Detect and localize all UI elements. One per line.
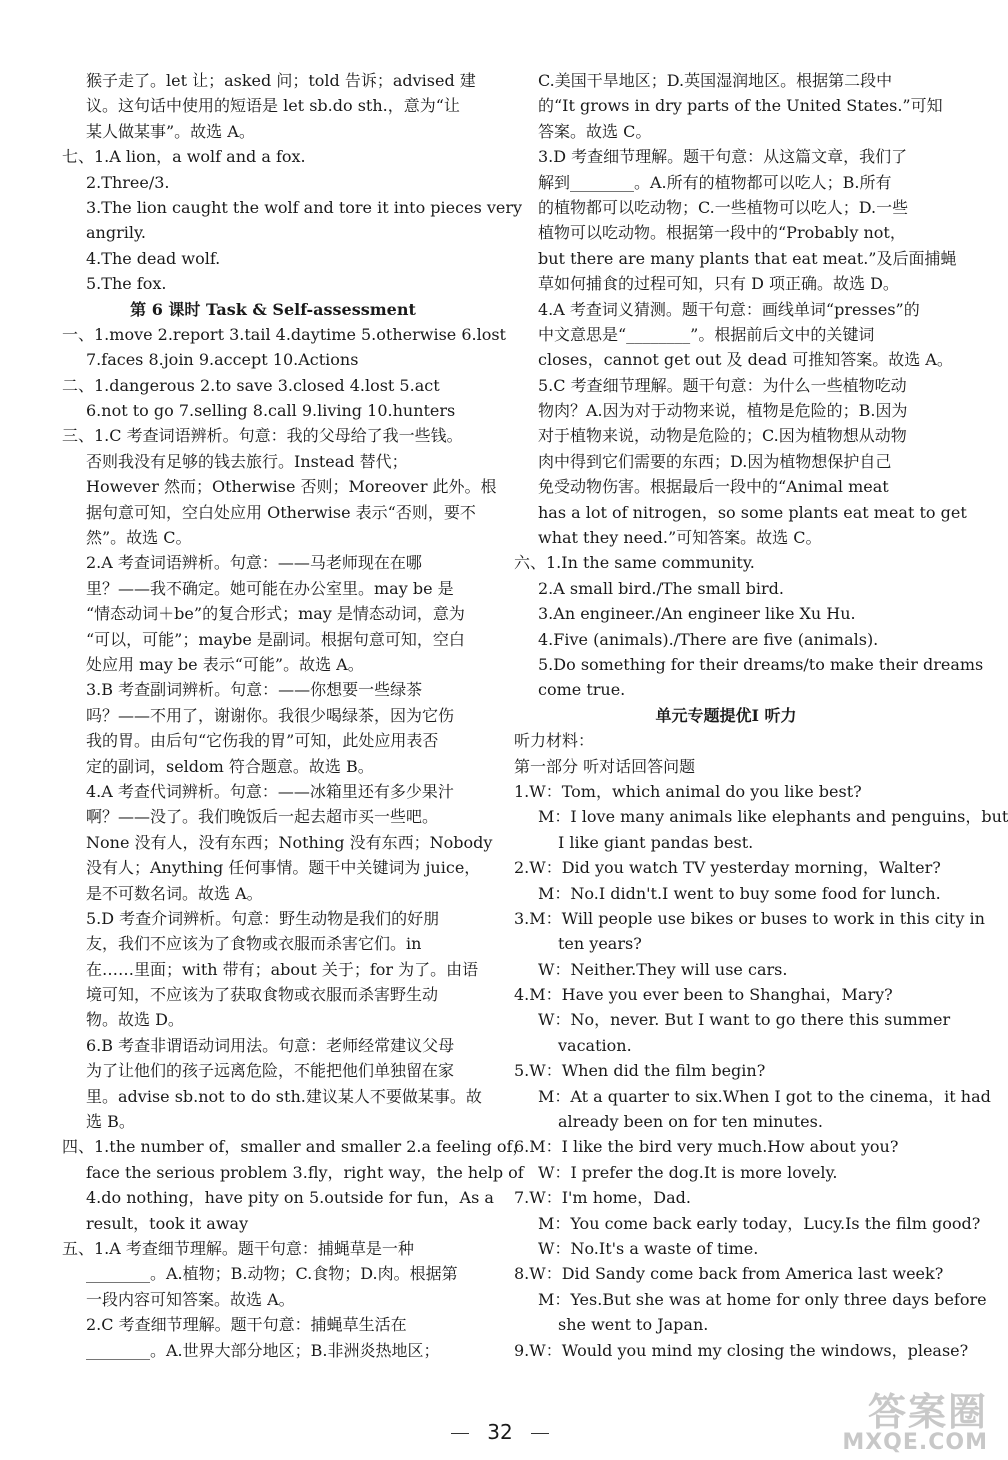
text-line: 物。故选 D。 xyxy=(86,1010,184,1030)
text-line: 4.do nothing，have pity on 5.outside for fun，As a xyxy=(86,1188,494,1208)
text-line: 一段内容可知答案。故选 A。 xyxy=(86,1289,295,1309)
text-line: W：No，never. But I want to go there this summer xyxy=(538,1010,951,1030)
text-line: what they need.”可知答案。故选 C。 xyxy=(538,528,822,548)
text-line: 7.faces 8.join 9.accept 10.Actions xyxy=(86,350,359,370)
text-line: 8.W：Did Sandy come back from America last week? xyxy=(514,1264,944,1284)
text-line: 议。这句话中使用的短语是 let sb.do sth.，意为“让 xyxy=(86,96,460,116)
text-line: 解到________。A.所有的植物都可以吃人；B.所有 xyxy=(538,172,892,192)
text-line: 4.A 考查代词辨析。句意：——冰箱里还有多少果汁 xyxy=(86,781,454,801)
text-line: 6.not to go 7.selling 8.call 9.living 10.hunters xyxy=(86,401,456,421)
text-line: 肉中得到它们需要的东西；D.因为植物想保护自己 xyxy=(538,451,892,471)
text-line: vacation. xyxy=(558,1035,632,1055)
text-line: 猴子走了。let 让；asked 问；told 告诉；advised 建 xyxy=(86,71,476,90)
text-line: 2.A small bird./The small bird. xyxy=(538,578,784,598)
text-line: “情态动词＋be”的复合形式；may 是情态动词，意为 xyxy=(86,604,465,624)
text-line: result，took it away xyxy=(86,1213,249,1233)
text-line: 3.D 考查细节理解。题干句意：从这篇文章，我们了 xyxy=(538,147,908,167)
text-line: 啊？——没了。我们晚饭后一起去超市买一些吧。 xyxy=(86,807,439,827)
text-line: 没有人；Anything 任何事情。题干中关键词为 juice， xyxy=(86,858,481,878)
text-line: 5.Do something for their dreams/to make their dreams xyxy=(538,654,984,674)
text-line: she went to Japan. xyxy=(558,1315,709,1335)
text-line: 3.B 考查副词辨析。句意：——你想要一些绿茶 xyxy=(86,680,423,700)
text-line: 6.M：I like the bird very much.How about you? xyxy=(514,1137,899,1157)
text-line: 3.An engineer./An engineer like Xu Hu. xyxy=(538,604,856,624)
text-line: 在……里面；with 带有；about 关于；for 为了。由语 xyxy=(86,959,479,979)
text-line: 里。advise sb.not to do sth.建议某人不要做某事。故 xyxy=(86,1086,482,1106)
text-line: 3.The lion caught the wolf and tore it into pieces very xyxy=(86,197,523,217)
text-line: 一、1.move 2.report 3.tail 4.daytime 5.otherwise 6.lost xyxy=(62,324,506,344)
text-line: 9.W：Would you mind my closing the windows，please? xyxy=(514,1340,969,1360)
text-line: angrily. xyxy=(86,223,146,243)
text-line: ________。A.植物；B.动物；C.食物；D.肉。根据第 xyxy=(86,1264,458,1284)
text-line: come true. xyxy=(538,680,626,700)
text-line: 友，我们不应该为了食物或衣服而杀害它们。in xyxy=(86,934,422,954)
text-line: None 没有人，没有东西；Nothing 没有东西；Nobody xyxy=(86,832,493,852)
text-line: 否则我没有足够的钱去旅行。Instead 替代； xyxy=(86,451,408,471)
text-line: 的植物都可以吃动物；C.一些植物可以吃人；D.一些 xyxy=(538,197,909,217)
text-line: 答案。故选 C。 xyxy=(538,121,652,141)
text-line: M：I love many animals like elephants and penguins，but xyxy=(538,807,1008,827)
text-line: 的“It grows in dry parts of the United States.”可知 xyxy=(538,96,943,116)
text-line: I like giant pandas best. xyxy=(558,832,754,852)
text-line: already been on for ten minutes. xyxy=(558,1112,823,1132)
text-line: M：Yes.But she was at home for only three days before xyxy=(538,1289,987,1309)
text-line: has a lot of nitrogen，so some plants eat meat to get xyxy=(538,502,967,522)
text-line: 4.M：Have you ever been to Shanghai，Mary? xyxy=(514,985,893,1005)
text-line: 听力材料： xyxy=(514,731,595,751)
text-line: 对于植物来说，动物是危险的；C.因为植物想从动物 xyxy=(538,426,907,446)
text-line: 7.W：I'm home，Dad. xyxy=(514,1188,691,1208)
text-line: 第一部分 听对话回答问题 xyxy=(514,756,696,776)
text-line: 1.W：Tom，which animal do you like best? xyxy=(514,781,862,801)
text-line: 为了让他们的孩子远离危险，不能把他们单独留在家 xyxy=(86,1061,455,1081)
text-line: 六、1.In the same community. xyxy=(514,553,755,573)
text-line: “可以，可能”；maybe 是副词。根据句意可知，空白 xyxy=(86,629,465,649)
text-line: 然”。故选 C。 xyxy=(86,528,192,548)
text-line: 4.The dead wolf. xyxy=(86,248,221,268)
text-line: 物肉？A.因为对于动物来说，植物是危险的；B.因为 xyxy=(538,401,908,421)
text-line: 七、1.A lion，a wolf and a fox. xyxy=(62,147,306,167)
text-line: 5.The fox. xyxy=(86,274,167,294)
text-line: C.美国干旱地区；D.英国湿润地区。根据第二段中 xyxy=(538,71,893,90)
text-line: 2.W：Did you watch TV yesterday morning，Walter? xyxy=(514,858,941,878)
text-line: 植物可以吃动物。根据第一段中的“Probably not， xyxy=(538,223,906,243)
watermark-site-text: MXQE.COM xyxy=(842,1430,988,1455)
text-line: 2.Three/3. xyxy=(86,172,170,192)
text-line: 二、1.dangerous 2.to save 3.closed 4.lost 5.act xyxy=(62,375,440,395)
section-heading: 单元专题提优Ⅰ 听力 xyxy=(655,705,797,725)
text-line: 免受动物伤害。根据最后一段中的“Animal meat xyxy=(538,477,889,497)
text-line: 某人做某事”。故选 A。 xyxy=(86,121,255,141)
text-line: 中文意思是“________”。根据前后文中的关键词 xyxy=(538,324,875,344)
text-line: 草如何捕食的过程可知，只有 D 项正确。故选 D。 xyxy=(538,274,899,294)
watermark-logo-text: 答案圈 xyxy=(867,1390,988,1434)
page-number-text: 32 xyxy=(487,1420,513,1444)
text-line: 四、1.the number of，smaller and smaller 2.a feeling of， xyxy=(62,1137,529,1157)
text-line: 境可知，不应该为了获取食物或衣服而杀害野生动 xyxy=(86,985,439,1005)
text-line: 3.M：Will people use bikes or buses to work in this city in xyxy=(514,908,985,928)
text-line: 里？——我不确定。她可能在办公室里。may be 是 xyxy=(86,578,454,598)
text-line: 5.D 考查介词辨析。句意：野生动物是我们的好朋 xyxy=(86,908,440,928)
text-line: face the serious problem 3.fly，right way，the help of xyxy=(86,1162,524,1182)
text-line: 定的副词，seldom 符合题意。故选 B。 xyxy=(86,756,374,776)
text-line: 三、1.C 考查词语辨析。句意：我的父母给了我一些钱。 xyxy=(62,426,463,446)
text-line: 是不可数名词。故选 A。 xyxy=(86,883,263,903)
text-line: closes，cannot get out 及 dead 可推知答案。故选 A。 xyxy=(538,350,953,370)
text-line: M：No.I didn't.I went to buy some food for lunch. xyxy=(538,883,941,903)
text-line: but there are many plants that eat meat.”及后面捕蝇 xyxy=(538,248,957,268)
text-line: 4.A 考查词义猜测。题干句意：画线单词“presses”的 xyxy=(538,299,920,319)
text-line: M：You come back early today，Lucy.Is the film good? xyxy=(538,1213,981,1233)
right-column xyxy=(514,68,1008,1363)
text-line: 2.C 考查细节理解。题干句意：捕蝇草生活在 xyxy=(86,1315,407,1335)
text-line: 5.C 考查细节理解。题干句意：为什么一些植物吃动 xyxy=(538,375,907,395)
text-line: 2.A 考查词语辨析。句意：——马老师现在在哪 xyxy=(86,553,422,573)
text-line: ten years? xyxy=(558,934,642,954)
text-line: W：I prefer the dog.It is more lovely. xyxy=(538,1162,838,1182)
text-line: 选 B。 xyxy=(86,1112,135,1132)
text-line: 4.Five (animals)./There are five (animals). xyxy=(538,629,879,649)
text-line: 吗？——不用了，谢谢你。我很少喝绿茶，因为它伤 xyxy=(86,705,455,725)
left-column xyxy=(62,68,529,1363)
text-line: 5.W：When did the film begin? xyxy=(514,1061,766,1081)
text-line: W：Neither.They will use cars. xyxy=(538,959,788,979)
watermark-logo xyxy=(768,1390,988,1455)
text-line: 据句意可知，空白处应用 Otherwise 表示“否则，要不 xyxy=(86,502,476,522)
text-line: 我的胃。由后句“它伤我的胃”可知，此处应用表否 xyxy=(86,731,439,751)
section-heading: 第 6 课时 Task & Self-assessment xyxy=(130,299,416,319)
text-line: 五、1.A 考查细节理解。题干句意：捕蝇草是一种 xyxy=(62,1238,414,1258)
text-line: 处应用 may be 表示“可能”。故选 A。 xyxy=(86,654,364,674)
text-line: W：No.It's a waste of time. xyxy=(538,1238,759,1258)
text-line: M：At a quarter to six.When I got to the cinema，it had xyxy=(538,1086,991,1106)
text-line: 6.B 考查非谓语动词用法。句意：老师经常建议父母 xyxy=(86,1035,455,1055)
text-line: However 然而；Otherwise 否则；Moreover 此外。根 xyxy=(86,477,497,497)
text-line: ________。A.世界大部分地区；B.非洲炎热地区； xyxy=(86,1340,440,1360)
